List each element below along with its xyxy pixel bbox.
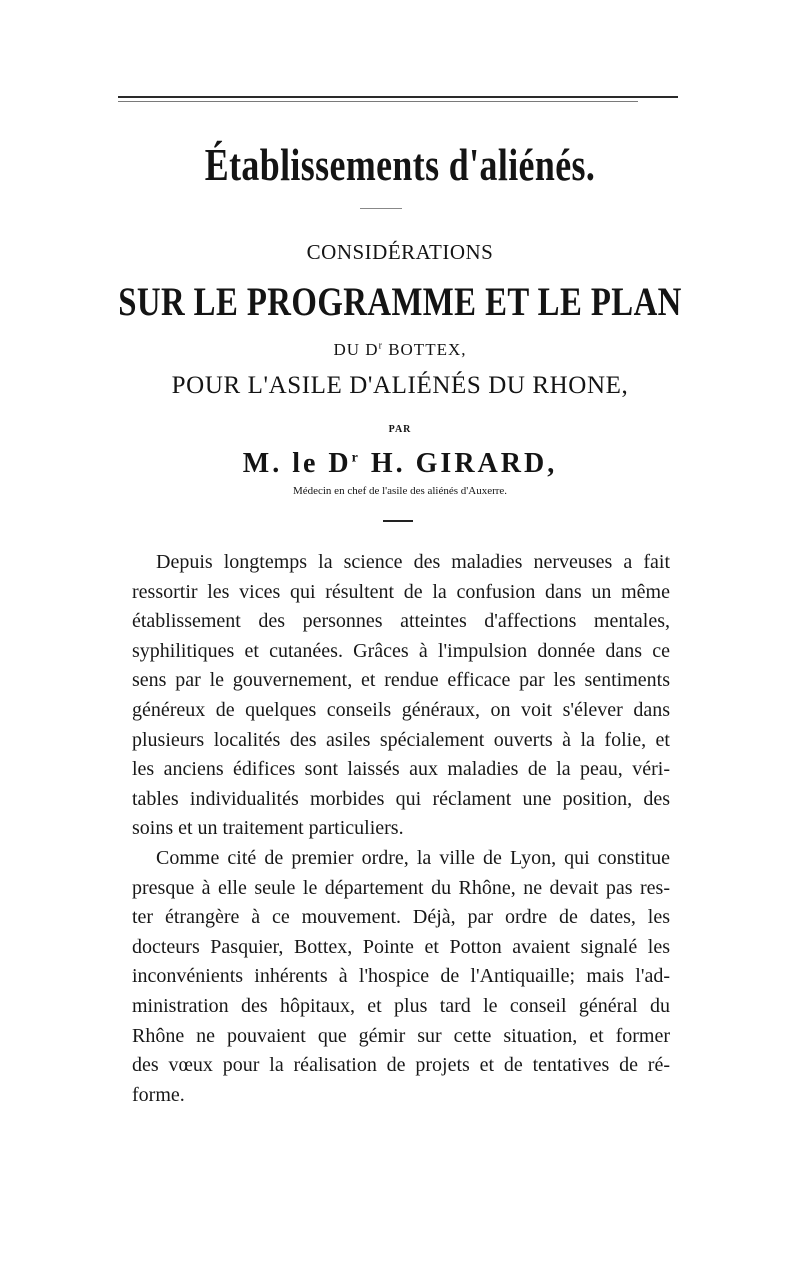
text-line: établissement des personnes atteintes d'affections mentales, [132, 610, 670, 633]
text-line: presque à elle seule le département du Rhône, ne devait pas res- [132, 876, 670, 899]
text-line: syphilitiques et cutanées. Grâces à l'impulsion donnée dans ce [132, 639, 670, 662]
author-prefix: M. le D [242, 448, 352, 479]
text-line: inconvénients inhérents à l'hospice de l'Antiquaille; mais l'ad- [132, 965, 670, 988]
text-line: docteurs Pasquier, Bottex, Pointe et Potton avaient signalé les [132, 935, 670, 958]
text-line: ressortir les vices qui résultent de la confusion dans un même [132, 580, 670, 603]
main-title: SUR LE PROGRAMME ET LE PLAN [118, 279, 682, 324]
text-line: forme. [132, 1083, 185, 1106]
subtitle: POUR L'ASILE D'ALIÉNÉS DU RHONE, [171, 372, 629, 399]
section-title: Établissements d'aliénés. [204, 139, 596, 190]
author-sup: r [351, 450, 361, 466]
top-rule [118, 96, 678, 98]
subject-name: BOTTEX, [382, 340, 467, 359]
paragraph-2 [132, 844, 670, 1110]
text-line: Rhône ne pouvaient que gémir sur cette situation, et former [132, 1024, 670, 1047]
text-line: plusieurs localités des asiles spécialement ouverts à la folie, et [132, 728, 670, 751]
subject-doctor [0, 340, 800, 360]
par-label: PAR [388, 424, 412, 435]
text-line: ministration des hôpitaux, et plus tard le conseil général du [132, 994, 670, 1017]
text-line: Comme cité de premier ordre, la ville de Lyon, qui constitue [156, 846, 670, 869]
subject-prefix: DU D [333, 340, 379, 359]
text-line: sens par le gouvernement, et rendue efficace par les sentiments [132, 669, 670, 692]
text-line: des vœux pour la réalisation de projets et de tentatives de ré- [132, 1054, 670, 1077]
text-line: Depuis longtemps la science des maladies nerveuses a fait [156, 551, 670, 573]
section-separator [383, 520, 413, 522]
author-name: H. GIRARD, [360, 448, 558, 479]
paragraph-1 [132, 548, 670, 844]
text-line: généreux de quelques conseils généraux, on voit s'élever dans [132, 698, 670, 721]
text-line: soins et un traitement particuliers. [132, 817, 404, 840]
text-line: les anciens édifices sont laissés aux maladies de la peau, véri- [132, 758, 670, 781]
considerations-heading: CONSIDÉRATIONS [306, 240, 494, 264]
text-line: ter étrangère à ce mouvement. Déjà, par ordre de dates, les [132, 906, 670, 929]
author-line [0, 448, 800, 480]
body-text [132, 548, 670, 1110]
subject-sup: r [378, 340, 383, 352]
author-affiliation: Médecin en chef de l'asile des aliénés d'Auxerre. [292, 485, 508, 497]
top-rule-thin [118, 101, 638, 102]
text-line: tables individualités morbides qui réclament une position, des [132, 787, 670, 810]
title-divider [360, 208, 402, 209]
